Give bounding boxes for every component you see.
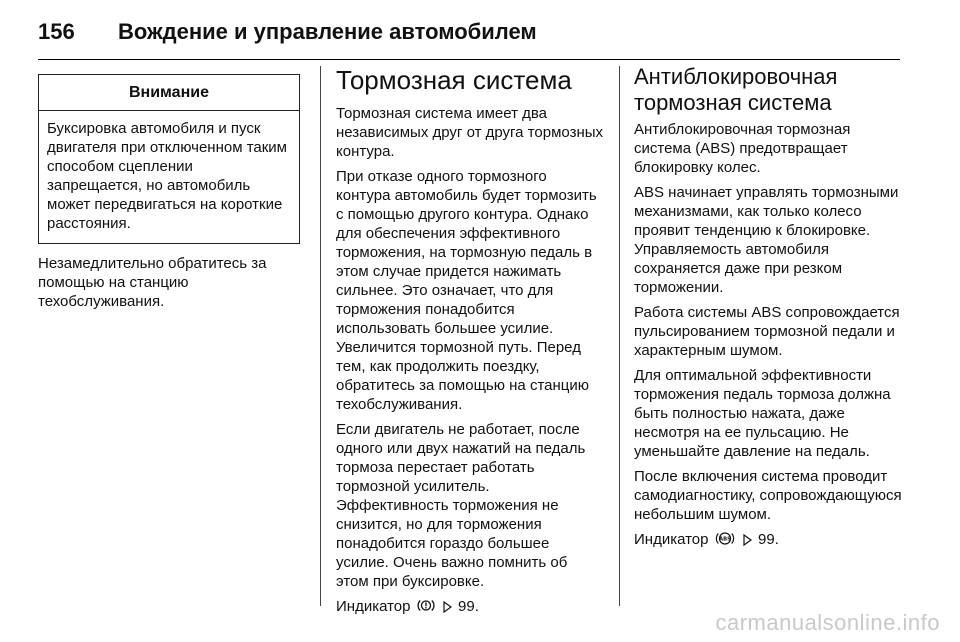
reference-arrow-icon	[743, 532, 752, 551]
column-middle	[336, 62, 604, 624]
warning-box	[38, 74, 300, 244]
warning-text: Буксировка автомобиля и пуск двигателя при отключенном таким способом сцеплении запрещается, но автомобиль может передвигаться на короткие расстояния.	[47, 120, 287, 232]
page-title: Вождение и управление автомобилем	[118, 19, 537, 44]
indicator-line	[336, 597, 604, 618]
paragraph: Тормозная система имеет два независимых друг от друга тормозных контура.	[336, 105, 604, 160]
header-rule	[38, 59, 900, 60]
page-header	[38, 10, 900, 54]
paragraph: При отказе одного тормозного контура автомобиль будет тормозить с помощью другого контура. Однако для обеспечения эффективного торможения, на тормозную педаль в этом случае придется нажимать сильнее. Это означает, что для торможения понадобится использовать большее усилие. Увеличится тормозной путь. Перед тем, как продолжить поездку, обратитесь за помощью на станцию техобслуживания.	[336, 168, 597, 413]
paragraph: Если двигатель не работает, после одного или двух нажатий на педаль тормоза перестает работать тормозной усилитель. Эффективность торможения не снизится, но для торможения понадобится гораздо большее усилие. Очень важно помнить об этом при буксировке.	[336, 421, 586, 590]
svg-text:ABS: ABS	[718, 536, 731, 543]
service-paragraph: Незамедлительно обратитесь за помощью на станцию техобслуживания.	[38, 255, 267, 310]
page-number: 156	[38, 19, 75, 44]
paragraph: После включения система проводит самодиагностику, сопровождающуюся небольшим шумом.	[634, 468, 902, 523]
abs-warning-icon	[715, 531, 735, 551]
column-right	[634, 62, 904, 557]
paragraph: Антиблокировочная тормозная система (ABS) предотвращает блокировку колес.	[634, 121, 851, 176]
section-heading-abs: Антиблокировочная тормозная система	[634, 64, 838, 115]
warning-title: Внимание	[39, 75, 299, 111]
indicator-label: Индикатор	[634, 531, 709, 548]
indicator-label: Индикатор	[336, 598, 411, 615]
section-heading-brake-system: Тормозная система	[336, 65, 572, 95]
paragraph: Для оптимальной эффективности торможения педаль тормоза должна быть полностью нажата, даже несмотря на ее пульсацию. Не уменьшайте давление на педаль.	[634, 367, 891, 460]
column-divider	[320, 66, 321, 606]
column-divider	[619, 66, 620, 606]
svg-text:!: !	[423, 601, 428, 611]
watermark: carmanualsonline.info	[715, 610, 940, 635]
page-reference-link[interactable]: 99.	[758, 531, 779, 548]
paragraph: Работа системы ABS сопровождается пульсированием тормозной педали и характерным шумом.	[634, 304, 900, 359]
paragraph: ABS начинает управлять тормозными механизмами, как только колесо проявит тенденцию к блокировке. Управляемость автомобиля сохраняется даже при резком торможении.	[634, 184, 899, 296]
column-left	[38, 62, 302, 317]
indicator-line	[634, 530, 904, 551]
reference-arrow-icon	[443, 599, 452, 618]
page-reference-link[interactable]: 99.	[458, 598, 479, 615]
brake-warning-icon	[417, 598, 435, 618]
